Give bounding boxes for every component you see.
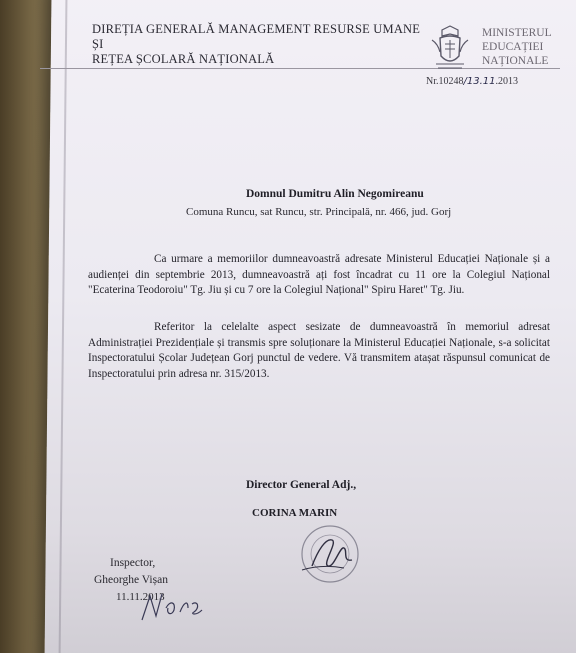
registration-year: .2013 xyxy=(495,76,518,87)
official-stamp-icon xyxy=(282,520,378,586)
inspector-name: Gheorghe Vișan xyxy=(94,574,168,586)
header-divider xyxy=(40,68,560,69)
inspector-date: 11.11.2013 xyxy=(116,591,165,603)
body-paragraph-2 xyxy=(88,320,550,382)
department-header xyxy=(92,22,422,67)
signatory-name: CORINA MARIN xyxy=(252,507,338,519)
recipient-address: Comuna Runcu, sat Runcu, str. Principală, nr. 466, jud. Gorj xyxy=(186,206,452,218)
handwritten-initials-icon xyxy=(136,586,206,626)
registration-prefix: Nr.10248 xyxy=(426,76,464,87)
registration-handwritten-date: /13.11 xyxy=(463,76,496,87)
inspector-role: Inspector, xyxy=(110,557,156,569)
signatory-title: Director General Adj., xyxy=(246,479,357,491)
ministry-line-3: NAȚIONALE xyxy=(482,55,549,67)
registration-number xyxy=(426,76,518,87)
ministry-header xyxy=(482,26,572,68)
department-line-1: DIREȚIA GENERALĂ MANAGEMENT RESURSE UMANE ȘI xyxy=(92,22,421,51)
ministry-line-1: MINISTERUL xyxy=(482,27,552,39)
paper-fold-line xyxy=(58,0,67,653)
body-paragraph-1 xyxy=(88,252,550,299)
coat-of-arms-icon xyxy=(428,22,472,72)
paragraph-1-text: Ca urmare a memoriilor dumneavoastră adresate Ministerul Educației Naționale și a audienței din septembrie 2013, dumneavoastră ați fost încadrat cu 11 ore la Colegiul Național "Ecaterina Teodoroiu" Tg. Jiu și cu 7 ore la Colegiul Național" Spiru Haret" Tg. Jiu. xyxy=(88,253,550,296)
paragraph-2-text: Referitor la celelalte aspect sesizate de dumneavoastră în memoriul adresat Administrației Prezidențiale și transmis spre soluționare la Ministerul Educației Naționale, s-a solicitat Inspectoratului Școlar Județean Gorj punctul de vedere. Vă transmitem atașat răspunsul comunicat de Inspectoratului prin adresa nr. 315/2013. xyxy=(88,321,550,380)
department-line-2: REȚEA ȘCOLARĂ NAȚIONALĂ xyxy=(92,52,275,66)
ministry-line-2: EDUCAȚIEI xyxy=(482,41,544,53)
recipient-name: Domnul Dumitru Alin Negomireanu xyxy=(246,188,424,200)
